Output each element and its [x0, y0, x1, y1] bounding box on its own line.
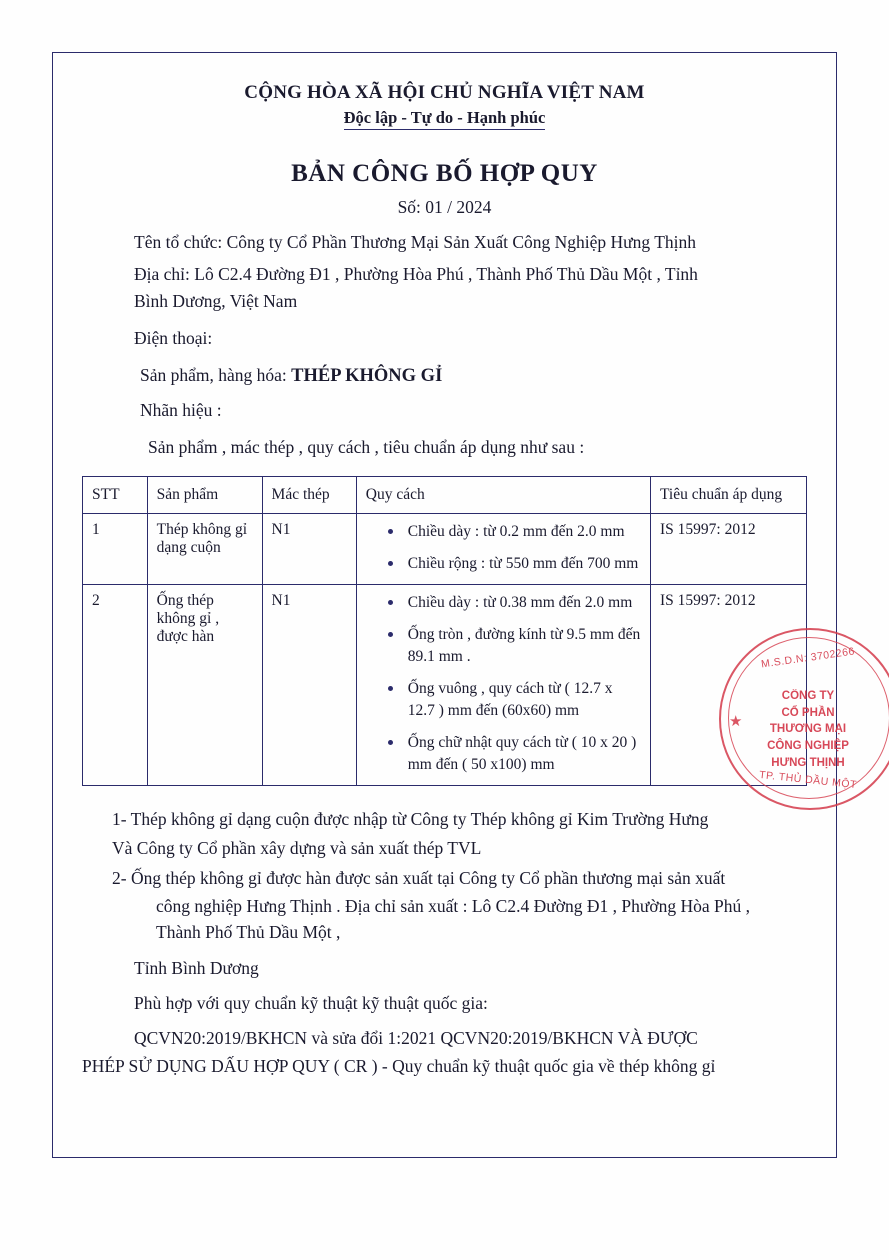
note-item [82, 865, 807, 891]
note-text: Thép không gỉ dạng cuộn được nhập từ Công ty Thép không gỉ Kim Trường Hưng [130, 809, 709, 830]
th-stt: STT [83, 477, 148, 514]
cell-product: Ống thép không gỉ , được hàn [147, 585, 262, 786]
org-address-line2: Bình Dương, Việt Nam [134, 290, 298, 311]
spec-item: Chiều rộng : từ 550 mm đến 700 mm [388, 553, 641, 575]
footer-province: Tỉnh Bình Dương [134, 957, 259, 978]
product-row [82, 362, 807, 391]
spec-list [366, 521, 641, 575]
footer-standard-line1: QCVN20:2019/BKHCN và sửa đổi 1:2021 QCVN20:2019/BKHCN VÀ ĐƯỢC [134, 1028, 698, 1049]
note-continuation: Và Công ty Cổ phần xây dựng và sản xuất thép TVL [112, 837, 482, 858]
cell-stt: 2 [83, 585, 148, 786]
document-title: BẢN CÔNG BỐ HỢP QUY [291, 160, 598, 187]
notes-block [82, 806, 807, 945]
header-block [82, 82, 807, 218]
spec-item: Ống vuông , quy cách từ ( 12.7 x 12.7 ) mm đến (60x60) mm [388, 678, 641, 723]
stamp-center-text: CÔNG TY CỔ PHẦN THƯƠNG MẠI CÔNG NGHIỆP HƯNG THỊNH [767, 690, 849, 769]
product-label: Sản phẩm, hàng hóa: [140, 365, 287, 385]
note-text: Ống thép không gỉ được hàn được sản xuất tại Công ty Cổ phần thương mại sản xuất [130, 867, 726, 888]
footer-conformity-label: Phù hợp với quy chuẩn kỹ thuật kỹ thuật quốc gia: [134, 992, 488, 1013]
cell-grade: N1 [262, 514, 356, 585]
table-row [83, 585, 807, 786]
cell-grade: N1 [262, 585, 356, 786]
cell-spec [356, 514, 650, 585]
note-number: 2- [112, 867, 127, 888]
cell-stt: 1 [83, 514, 148, 585]
th-product: Sản phẩm [147, 477, 262, 514]
th-standard: Tiêu chuẩn áp dụng [650, 477, 806, 514]
specification-table [82, 476, 807, 786]
stamp-arc-bottom: TP. THỦ DẦU MỘT [758, 768, 858, 792]
note-number: 1- [112, 809, 127, 830]
national-title: CỘNG HÒA XÃ HỘI CHỦ NGHĨA VIỆT NAM [244, 82, 645, 103]
note-item [82, 806, 807, 832]
document-number: Số: 01 / 2024 [397, 197, 492, 217]
star-icon: ★ [729, 714, 743, 730]
th-spec: Quy cách [356, 477, 650, 514]
note-continuation: công nghiệp Hưng Thịnh . Địa chỉ sản xuất : Lô C2.4 Đường Đ1 , Phường Hòa Phú , [156, 896, 750, 917]
cell-spec [356, 585, 650, 786]
org-address-line1: Địa chỉ: Lô C2.4 Đường Đ1 , Phường Hòa Phú , Thành Phố Thủ Dầu Một , Tỉnh [134, 264, 698, 285]
spec-intro: Sản phẩm , mác thép , quy cách , tiêu chuẩn áp dụng như sau : [148, 437, 585, 457]
footer-block [82, 955, 807, 1080]
spec-item: Chiều dày : từ 0.2 mm đến 2.0 mm [388, 521, 641, 543]
document-content [52, 52, 837, 1158]
brand-label: Nhãn hiệu : [140, 399, 222, 420]
th-grade: Mác thép [262, 477, 356, 514]
footer-standard-line2: PHÉP SỬ DỤNG DẤU HỢP QUY ( CR ) - Quy chuẩn kỹ thuật quốc gia về thép không gỉ [82, 1056, 716, 1077]
cell-product: Thép không gỉ dạng cuộn [147, 514, 262, 585]
national-motto: Độc lập - Tự do - Hạnh phúc [344, 108, 546, 130]
org-name: Tên tổ chức: Công ty Cổ Phần Thương Mại Sản Xuất Công Nghiệp Hưng Thịnh [134, 232, 697, 252]
cell-standard: IS 15997: 2012 [650, 585, 806, 786]
spec-item: Ống chữ nhật quy cách từ ( 10 x 20 ) mm đến ( 50 x100) mm [388, 732, 641, 777]
table-row [83, 514, 807, 585]
spec-list [366, 592, 641, 776]
stamp-arc-top: M.S.D.N: 3702266 [760, 645, 856, 671]
product-value: THÉP KHÔNG GỈ [291, 366, 443, 386]
spec-item: Chiều dày : từ 0.38 mm đến 2.0 mm [388, 592, 641, 614]
org-phone: Điện thoại: [134, 327, 213, 348]
note-continuation-2: Thành Phố Thủ Dầu Một , [156, 922, 341, 943]
spec-item: Ống tròn , đường kính từ 9.5 mm đến 89.1 mm . [388, 624, 641, 669]
table-header-row [83, 477, 807, 514]
cell-standard: IS 15997: 2012 [650, 514, 806, 585]
